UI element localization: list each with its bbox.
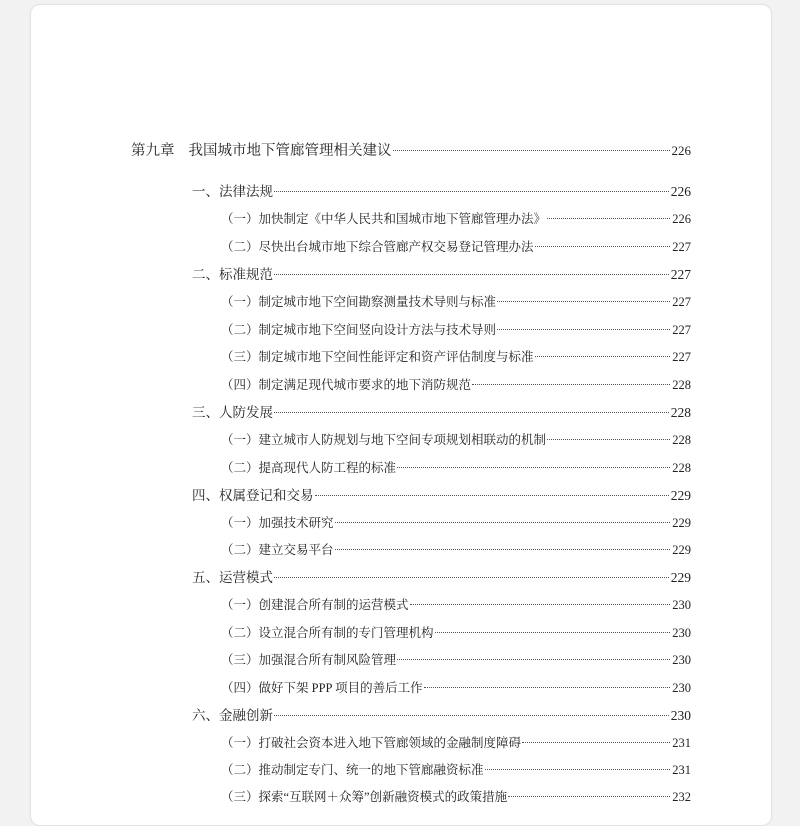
entry-label: （一）建立城市人防规划与地下空间专项规划相联动的机制	[221, 433, 547, 447]
toc-subsection-entry[interactable]	[221, 209, 691, 229]
entry-label: （二）推动制定专门、统一的地下管廊融资标准	[221, 763, 484, 777]
dot-leader	[497, 301, 670, 302]
page-number: 228	[672, 461, 691, 475]
dot-leader	[522, 742, 670, 743]
dot-leader	[274, 191, 669, 192]
dot-leader	[435, 632, 671, 633]
toc-subsection-entry[interactable]	[221, 650, 691, 670]
entry-label: 一、法律法规	[192, 184, 273, 199]
toc-subsection-entry[interactable]	[221, 595, 691, 615]
page-number: 226	[672, 212, 691, 226]
entry-label: （三）加强混合所有制风险管理	[221, 653, 397, 667]
page-number: 231	[672, 763, 691, 777]
entry-label: 三、人防发展	[192, 405, 273, 420]
page-number: 228	[672, 378, 691, 392]
dot-leader	[508, 796, 670, 797]
page-number: 230	[672, 626, 691, 640]
dot-leader	[335, 522, 671, 523]
chapter-heading	[131, 141, 392, 161]
page-number: 228	[670, 405, 691, 420]
dot-leader	[335, 549, 671, 550]
entry-label: 四、权属登记和交易	[192, 488, 314, 503]
dot-leader	[535, 246, 671, 247]
dot-leader	[274, 412, 669, 413]
page-number: 229	[670, 570, 691, 585]
dot-leader	[397, 467, 670, 468]
dot-leader	[410, 604, 671, 605]
dot-leader	[547, 218, 670, 219]
dot-leader	[424, 687, 671, 688]
entry-label: （二）提高现代人防工程的标准	[221, 461, 397, 475]
page-number: 230	[672, 681, 691, 695]
page-number: 226	[670, 184, 691, 199]
toc-section-entry[interactable]	[192, 486, 691, 506]
dot-leader	[397, 659, 670, 660]
dot-leader	[547, 439, 670, 440]
toc-section-entry[interactable]	[192, 706, 691, 726]
page-number: 232	[672, 790, 691, 804]
dot-leader	[274, 274, 669, 275]
page-number: 227	[672, 240, 691, 254]
table-of-contents	[31, 5, 771, 825]
toc-section-entry[interactable]	[192, 568, 691, 588]
entry-label: （三）探索“互联网＋众筹”创新融资模式的政策措施	[221, 790, 508, 804]
entry-label: （一）打破社会资本进入地下管廊领域的金融制度障碍	[221, 736, 522, 750]
page-number: 230	[672, 598, 691, 612]
toc-section-entry[interactable]	[192, 403, 691, 423]
toc-subsection-entry[interactable]	[221, 347, 691, 367]
dot-leader	[274, 715, 669, 716]
page-number: 227	[672, 323, 691, 337]
toc-subsection-entry[interactable]	[221, 787, 691, 807]
toc-subsection-entry[interactable]	[221, 678, 691, 698]
dot-leader	[485, 769, 671, 770]
toc-subsection-entry[interactable]	[221, 733, 691, 753]
dot-leader	[315, 495, 669, 496]
page-number: 227	[670, 267, 691, 282]
entry-label: （一）加强技术研究	[221, 516, 334, 530]
entry-label: （一）制定城市地下空间勘察测量技术导则与标准	[221, 295, 497, 309]
entry-label: （二）建立交易平台	[221, 543, 334, 557]
page-number: 229	[670, 488, 691, 503]
toc-subsection-entry[interactable]	[221, 430, 691, 450]
dot-leader	[497, 329, 670, 330]
page-number: 227	[672, 350, 691, 364]
toc-subsection-entry[interactable]	[221, 623, 691, 643]
toc-section-entry[interactable]	[192, 265, 691, 285]
chapter-title: 我国城市地下管廊管理相关建议	[188, 143, 392, 159]
page-number: 230	[670, 708, 691, 723]
entry-label: 二、标准规范	[192, 267, 273, 282]
toc-subsection-entry[interactable]	[221, 760, 691, 780]
entry-label: （三）制定城市地下空间性能评定和资产评估制度与标准	[221, 350, 534, 364]
entry-label: （二）设立混合所有制的专门管理机构	[221, 626, 434, 640]
dot-leader	[393, 150, 670, 151]
toc-chapter-entry[interactable]	[131, 141, 691, 161]
toc-subsection-entry[interactable]	[221, 458, 691, 478]
page-number: 228	[672, 433, 691, 447]
toc-subsection-entry[interactable]	[221, 513, 691, 533]
toc-subsection-entry[interactable]	[221, 320, 691, 340]
dot-leader	[535, 356, 671, 357]
page-number: 226	[671, 143, 691, 158]
toc-subsection-entry[interactable]	[221, 292, 691, 312]
dot-leader	[274, 577, 669, 578]
page-number: 229	[672, 516, 691, 530]
chapter-number: 第九章	[131, 143, 175, 159]
toc-section-entry[interactable]	[192, 182, 691, 202]
entry-label: （一）创建混合所有制的运营模式	[221, 598, 409, 612]
toc-subsection-entry[interactable]	[221, 237, 691, 257]
entry-label: （一）加快制定《中华人民共和国城市地下管廊管理办法》	[221, 212, 547, 226]
document-page	[30, 4, 772, 826]
page-number: 229	[672, 543, 691, 557]
entry-label: （二）尽快出台城市地下综合管廊产权交易登记管理办法	[221, 240, 534, 254]
toc-subsection-entry[interactable]	[221, 375, 691, 395]
entry-label: （二）制定城市地下空间竖向设计方法与技术导则	[221, 323, 497, 337]
entry-label: （四）制定满足现代城市要求的地下消防规范	[221, 378, 472, 392]
page-number: 227	[672, 295, 691, 309]
entry-label: 六、金融创新	[192, 708, 273, 723]
entry-label: 五、运营模式	[192, 570, 273, 585]
page-number: 231	[672, 736, 691, 750]
entry-label: （四）做好下架 PPP 项目的善后工作	[221, 681, 423, 695]
toc-subsection-entry[interactable]	[221, 540, 691, 560]
dot-leader	[472, 384, 670, 385]
page-number: 230	[672, 653, 691, 667]
